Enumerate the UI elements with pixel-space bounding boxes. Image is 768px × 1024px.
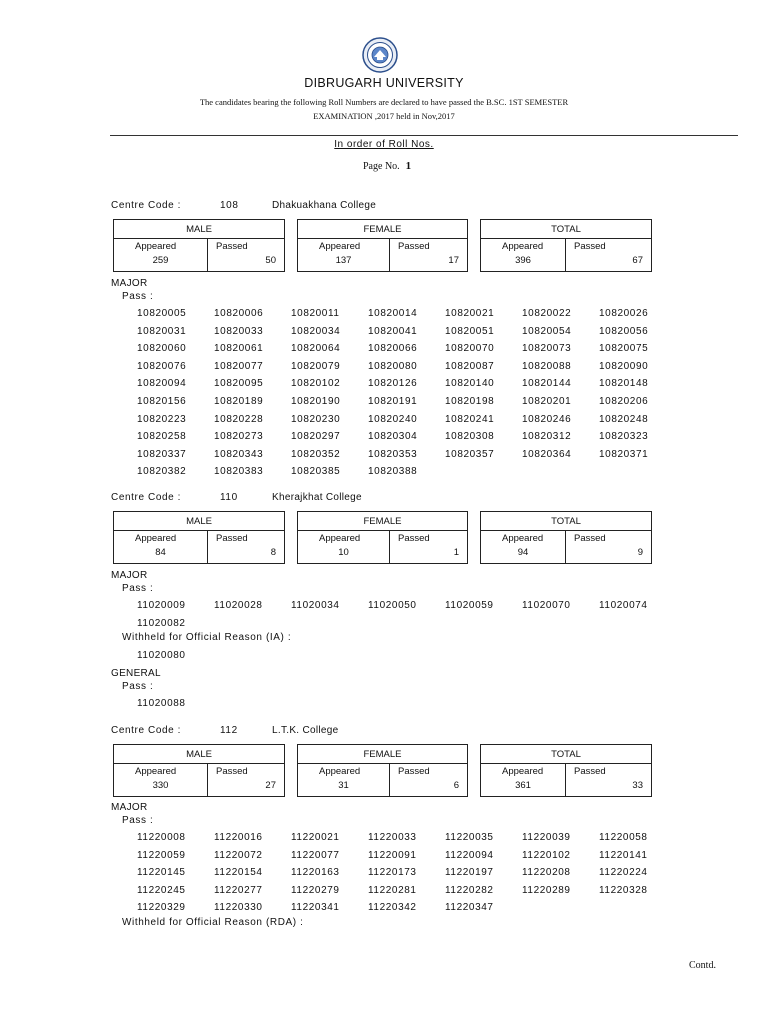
roll-number: 10820353 — [368, 448, 418, 460]
university-name: DIBRUGARH UNIVERSITY — [304, 76, 464, 90]
roll-number: 10820005 — [137, 308, 187, 319]
total-divider — [565, 764, 566, 796]
section-heading: GENERAL — [111, 668, 161, 679]
male-appeared-value: 330 — [152, 780, 169, 791]
roll-number: 11220224 — [599, 867, 648, 879]
roll-number: 10820240 — [368, 413, 418, 425]
appeared-label: Appeared — [502, 241, 544, 252]
roll-number: 10820014 — [368, 308, 418, 319]
roll-number: 11020082 — [137, 617, 186, 629]
roll-number: 10820189 — [214, 396, 264, 407]
roll-number: 11020009 — [137, 600, 186, 611]
roll-number: 11220072 — [214, 849, 263, 861]
centre-code: 112 — [220, 725, 238, 736]
passed-label: Passed — [216, 241, 248, 252]
roll-number: 11220077 — [291, 849, 340, 861]
male-appeared-value: 84 — [155, 547, 166, 558]
roll-number: 10820066 — [368, 343, 418, 355]
roll-number: 11220091 — [368, 849, 417, 861]
roll-number: 11220035 — [445, 832, 494, 843]
continued-note: Contd. — [689, 960, 716, 971]
roll-number: 10820228 — [214, 413, 264, 425]
section-heading: MAJOR — [111, 278, 148, 289]
passed-label: Passed — [574, 766, 606, 777]
roll-number: 10820241 — [445, 413, 495, 425]
passed-label: Passed — [398, 533, 430, 544]
total-summary-box — [480, 219, 652, 272]
roll-number: 10820223 — [137, 413, 187, 425]
page-label: Page No. — [363, 161, 400, 172]
declaration-line-2: EXAMINATION ,2017 held in Nov,2017 — [313, 111, 455, 121]
roll-number: 11220145 — [137, 867, 186, 879]
total-summary-box — [480, 744, 652, 797]
roll-number: 10820070 — [445, 343, 495, 355]
roll-number: 11220289 — [522, 884, 571, 896]
total-passed-value: 67 — [632, 255, 643, 266]
male-appeared-value: 259 — [152, 255, 169, 266]
subsection-label: Withheld for Official Reason (RDA) : — [122, 917, 304, 928]
total-divider — [565, 531, 566, 563]
appeared-label: Appeared — [319, 766, 361, 777]
centre-code-label: Centre Code : — [111, 492, 182, 503]
roll-number: 10820364 — [522, 448, 572, 460]
roll-number: 11020088 — [137, 698, 186, 709]
declaration-line-1: The candidates bearing the following Roll Numbers are declared to have passed the B.SC. 1ST SEMESTER — [199, 97, 569, 107]
roll-number: 10820033 — [214, 325, 264, 337]
roll-number: 10820258 — [137, 431, 187, 443]
male-summary-box — [113, 219, 285, 272]
male-summary-box — [113, 744, 285, 797]
male-summary-box — [113, 511, 285, 564]
centre-code: 110 — [220, 492, 238, 503]
female-appeared-value: 31 — [338, 780, 349, 791]
roll-number: 11020059 — [445, 600, 494, 611]
centre-name: Kherajkhat College — [272, 492, 362, 503]
roll-number: 10820156 — [137, 396, 187, 407]
female-passed-value: 1 — [453, 547, 459, 558]
roll-number: 11020028 — [214, 600, 263, 611]
passed-label: Passed — [216, 533, 248, 544]
male-divider — [207, 531, 208, 563]
subsection-label: Pass : — [122, 681, 154, 692]
centre-code-label: Centre Code : — [111, 200, 182, 211]
roll-number: 10820087 — [445, 360, 495, 372]
roll-number: 10820230 — [291, 413, 341, 425]
roll-number: 11220033 — [368, 832, 417, 843]
roll-number: 10820075 — [599, 343, 649, 355]
roll-number: 11220245 — [137, 884, 186, 896]
roll-number: 11220141 — [599, 849, 648, 861]
female-passed-value: 17 — [448, 255, 459, 266]
roll-number: 10820006 — [214, 308, 264, 319]
roll-number: 10820041 — [368, 325, 418, 337]
roll-number: 11220328 — [599, 884, 648, 896]
section-heading: MAJOR — [111, 570, 148, 581]
roll-number: 11220197 — [445, 867, 494, 879]
passed-label: Passed — [574, 533, 606, 544]
roll-number: 10820140 — [445, 378, 495, 390]
roll-number: 10820011 — [291, 308, 340, 319]
passed-label: Passed — [398, 766, 430, 777]
roll-number: 10820248 — [599, 413, 649, 425]
subsection-label: Pass : — [122, 291, 154, 302]
subsection-label: Pass : — [122, 583, 154, 594]
passed-label: Passed — [398, 241, 430, 252]
roll-number: 11220277 — [214, 884, 263, 896]
roll-number: 10820051 — [445, 325, 495, 337]
roll-number: 11220059 — [137, 849, 186, 861]
female-divider — [389, 531, 390, 563]
total-passed-value: 33 — [632, 780, 643, 791]
roll-number: 11220094 — [445, 849, 494, 861]
roll-number: 11220154 — [214, 867, 263, 879]
roll-number: 11220347 — [445, 902, 494, 914]
total-summary-box — [480, 511, 652, 564]
roll-number: 10820201 — [522, 396, 572, 407]
roll-number: 10820061 — [214, 343, 264, 355]
female-summary-box — [297, 511, 468, 564]
roll-number: 10820323 — [599, 431, 649, 443]
roll-number: 10820198 — [445, 396, 495, 407]
total-appeared-value: 361 — [515, 780, 531, 791]
roll-number: 10820371 — [599, 448, 649, 460]
male-header: MALE — [114, 220, 284, 239]
centre-name: Dhakuakhana College — [272, 200, 377, 211]
total-header: TOTAL — [481, 745, 651, 764]
roll-number: 10820102 — [291, 378, 341, 390]
male-divider — [207, 764, 208, 796]
roll-number: 10820385 — [291, 466, 341, 478]
header-divider — [110, 135, 738, 136]
female-divider — [389, 239, 390, 271]
page-number — [363, 160, 411, 172]
roll-number: 10820273 — [214, 431, 264, 443]
roll-number: 10820064 — [291, 343, 341, 355]
male-divider — [207, 239, 208, 271]
roll-number: 10820148 — [599, 378, 649, 390]
roll-number: 10820060 — [137, 343, 187, 355]
section-heading: MAJOR — [111, 802, 148, 813]
roll-number: 11220102 — [522, 849, 571, 861]
roll-number: 11020070 — [522, 600, 571, 611]
university-seal-icon — [362, 37, 398, 73]
roll-number: 11220008 — [137, 832, 186, 843]
roll-number: 11220279 — [291, 884, 340, 896]
female-divider — [389, 764, 390, 796]
appeared-label: Appeared — [135, 533, 177, 544]
appeared-label: Appeared — [502, 533, 544, 544]
roll-number: 10820026 — [599, 308, 649, 319]
roll-number: 10820031 — [137, 325, 187, 337]
centre-code: 108 — [220, 200, 239, 211]
roll-number: 10820343 — [214, 448, 264, 460]
roll-number: 11220341 — [291, 902, 340, 914]
female-header: FEMALE — [298, 512, 467, 531]
roll-number: 11220016 — [214, 832, 263, 843]
roll-number: 10820094 — [137, 378, 187, 390]
passed-label: Passed — [216, 766, 248, 777]
roll-number: 11020050 — [368, 600, 417, 611]
roll-number: 11220330 — [214, 902, 263, 914]
roll-number: 11020034 — [291, 600, 340, 611]
roll-number: 11220281 — [368, 884, 417, 896]
roll-number: 11220282 — [445, 884, 494, 896]
subsection-label: Withheld for Official Reason (IA) : — [122, 632, 292, 643]
page-number-value: 1 — [405, 160, 412, 172]
roll-number: 10820144 — [522, 378, 572, 390]
roll-number: 11020080 — [137, 650, 186, 661]
total-header: TOTAL — [481, 220, 651, 239]
order-caption: In order of Roll Nos. — [334, 139, 434, 150]
roll-number: 10820352 — [291, 448, 341, 460]
appeared-label: Appeared — [135, 766, 177, 777]
roll-number: 11020074 — [599, 600, 648, 611]
roll-number: 10820297 — [291, 431, 341, 443]
roll-number: 11220342 — [368, 902, 417, 914]
appeared-label: Appeared — [502, 766, 544, 777]
male-passed-value: 8 — [270, 547, 276, 558]
male-passed-value: 27 — [265, 780, 276, 791]
female-passed-value: 6 — [453, 780, 459, 791]
passed-label: Passed — [574, 241, 606, 252]
roll-number: 11220058 — [599, 832, 648, 843]
appeared-label: Appeared — [319, 533, 361, 544]
roll-number: 10820337 — [137, 448, 187, 460]
roll-number: 10820095 — [214, 378, 264, 390]
total-divider — [565, 239, 566, 271]
roll-number: 10820357 — [445, 448, 495, 460]
roll-number: 10820022 — [522, 308, 572, 319]
roll-number: 10820382 — [137, 466, 187, 478]
roll-number: 11220039 — [522, 832, 571, 843]
roll-number: 10820388 — [368, 466, 418, 478]
female-appeared-value: 137 — [335, 255, 352, 266]
total-appeared-value: 94 — [517, 547, 529, 558]
roll-number: 10820034 — [291, 325, 341, 337]
centre-code-label: Centre Code : — [111, 725, 182, 736]
roll-number: 11220021 — [291, 832, 340, 843]
female-appeared-value: 10 — [338, 547, 349, 558]
roll-number: 10820383 — [214, 466, 264, 478]
male-header: MALE — [114, 745, 284, 764]
female-summary-box — [297, 219, 468, 272]
roll-number: 11220173 — [368, 867, 417, 879]
female-header: FEMALE — [298, 220, 467, 239]
roll-number: 10820304 — [368, 431, 418, 443]
roll-number: 10820077 — [214, 360, 264, 372]
roll-number: 10820206 — [599, 396, 649, 407]
subsection-label: Pass : — [122, 815, 154, 826]
roll-number: 10820056 — [599, 325, 649, 337]
total-appeared-value: 396 — [515, 255, 531, 266]
roll-number: 10820090 — [599, 360, 649, 372]
roll-number: 10820191 — [368, 396, 418, 407]
roll-number: 10820021 — [445, 308, 495, 319]
female-summary-box — [297, 744, 468, 797]
roll-number: 11220329 — [137, 902, 186, 914]
total-header: TOTAL — [481, 512, 651, 531]
centre-name: L.T.K. College — [272, 725, 339, 736]
roll-number: 10820080 — [368, 360, 418, 372]
roll-number: 11220163 — [291, 867, 340, 879]
female-header: FEMALE — [298, 745, 467, 764]
appeared-label: Appeared — [319, 241, 361, 252]
roll-number: 10820079 — [291, 360, 341, 372]
roll-number: 10820190 — [291, 396, 341, 407]
roll-number: 11220208 — [522, 867, 571, 879]
roll-number: 10820076 — [137, 360, 187, 372]
total-passed-value: 9 — [637, 547, 643, 558]
male-header: MALE — [114, 512, 284, 531]
roll-number: 10820088 — [522, 360, 572, 372]
roll-number: 10820073 — [522, 343, 572, 355]
roll-number: 10820054 — [522, 325, 572, 337]
appeared-label: Appeared — [135, 241, 177, 252]
roll-number: 10820308 — [445, 431, 495, 443]
roll-number: 10820312 — [522, 431, 572, 443]
roll-number: 10820126 — [368, 378, 418, 390]
male-passed-value: 50 — [265, 255, 276, 266]
roll-number: 10820246 — [522, 413, 572, 425]
